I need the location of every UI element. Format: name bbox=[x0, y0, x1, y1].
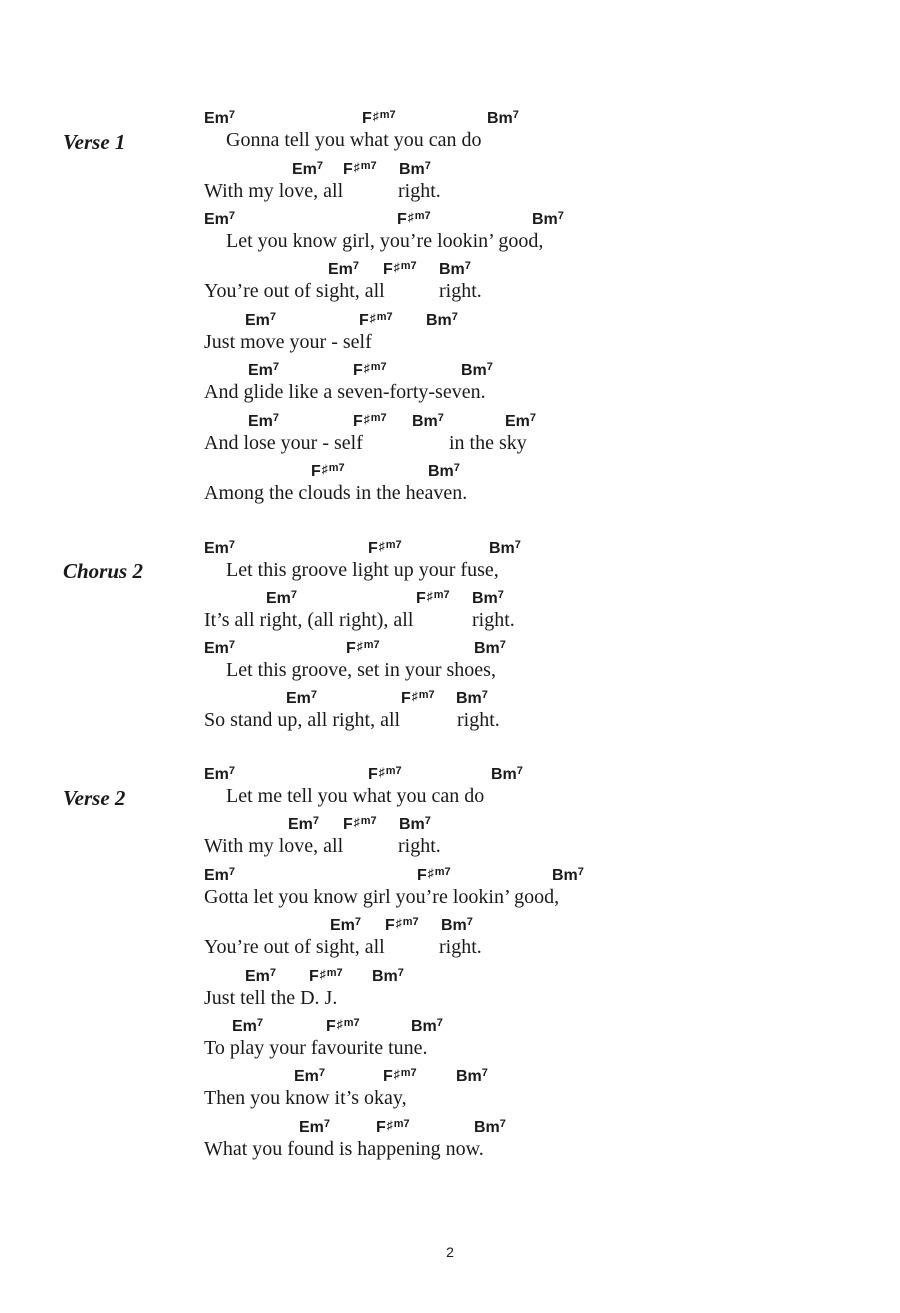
chord-root: Em bbox=[288, 816, 313, 833]
lyric-segment: What you found is happening now. bbox=[204, 1138, 484, 1160]
chord-root: Em bbox=[248, 413, 273, 430]
chord-extension: m7 bbox=[363, 639, 380, 651]
lyric-segment: Just tell the D. J. bbox=[204, 987, 338, 1009]
chord-root: Bm bbox=[552, 867, 578, 884]
chord-extension: m7 bbox=[370, 412, 387, 424]
chord-root: Em bbox=[328, 261, 353, 278]
chord-root: Bm bbox=[439, 261, 465, 278]
chord-symbol bbox=[399, 161, 431, 179]
chord-extension: 7 bbox=[228, 109, 236, 121]
chord-symbol bbox=[487, 110, 519, 128]
chord-symbol bbox=[385, 917, 419, 935]
chord-extension: 7 bbox=[318, 1067, 326, 1079]
chord-symbol bbox=[311, 463, 345, 481]
chord-root: Bm bbox=[487, 110, 513, 127]
chord-accidental: ♯ bbox=[378, 765, 385, 779]
chord-symbol bbox=[456, 690, 488, 708]
chord-extension: 7 bbox=[228, 866, 236, 878]
chord-root: F bbox=[309, 968, 319, 985]
chord-root: F bbox=[368, 540, 378, 557]
chord-symbol bbox=[411, 1018, 443, 1036]
chord-root: Bm bbox=[474, 1119, 500, 1136]
chord-extension: 7 bbox=[499, 639, 506, 651]
chord-symbol bbox=[266, 590, 297, 608]
chord-symbol bbox=[383, 1068, 417, 1086]
chord-extension: 7 bbox=[577, 866, 584, 878]
chord-accidental: ♯ bbox=[336, 1017, 343, 1031]
chord-extension: 7 bbox=[256, 1017, 264, 1029]
chord-root: Bm bbox=[456, 690, 482, 707]
chord-symbol bbox=[372, 968, 404, 986]
chord-extension: 7 bbox=[436, 1017, 443, 1029]
page-number: 2 bbox=[446, 1244, 454, 1260]
lyric-segment: So stand up, all right, all bbox=[204, 709, 401, 731]
chord-extension: m7 bbox=[433, 589, 450, 601]
chord-extension: 7 bbox=[323, 1118, 331, 1130]
chord-symbol bbox=[245, 968, 276, 986]
chord-extension: 7 bbox=[464, 260, 471, 272]
chord-root: Bm bbox=[411, 1018, 437, 1035]
chord-extension: 7 bbox=[397, 967, 404, 979]
chord-extension: 7 bbox=[424, 815, 431, 827]
lyric-segment: Gotta let you know girl you’re lookin’ good, bbox=[204, 886, 560, 908]
chord-symbol bbox=[326, 1018, 360, 1036]
chord-root: F bbox=[353, 362, 363, 379]
chord-symbol bbox=[474, 640, 506, 658]
chord-accidental: ♯ bbox=[407, 210, 414, 224]
chord-symbol bbox=[204, 867, 235, 885]
chord-extension: 7 bbox=[529, 412, 537, 424]
chord-root: Em bbox=[232, 1018, 257, 1035]
chord-symbol bbox=[491, 766, 523, 784]
section-label: Chorus 2 bbox=[63, 559, 143, 583]
chord-extension: 7 bbox=[514, 539, 521, 551]
chord-extension: 7 bbox=[290, 589, 298, 601]
lyric-line bbox=[0, 230, 900, 256]
chord-symbol bbox=[245, 312, 276, 330]
lyric-line bbox=[0, 1138, 900, 1164]
chord-symbol bbox=[472, 590, 504, 608]
lyric-line bbox=[0, 331, 900, 357]
lyric-line bbox=[0, 936, 900, 962]
lyric-segment: And glide like a seven-forty-seven. bbox=[204, 381, 486, 403]
chord-root: F bbox=[311, 463, 321, 480]
lyric-line bbox=[0, 432, 900, 458]
chord-root: F bbox=[385, 917, 395, 934]
chord-symbol bbox=[288, 816, 319, 834]
chord-extension: 7 bbox=[481, 689, 488, 701]
chord-symbol bbox=[441, 917, 473, 935]
chord-root: F bbox=[397, 211, 407, 228]
lyric-line bbox=[0, 1037, 900, 1063]
lyric-line bbox=[0, 987, 900, 1013]
chord-extension: m7 bbox=[360, 815, 377, 827]
chord-symbol bbox=[383, 261, 417, 279]
chord-accidental: ♯ bbox=[356, 639, 363, 653]
chord-accidental: ♯ bbox=[319, 967, 326, 981]
lyric-segment: right. bbox=[398, 180, 441, 202]
chord-root: F bbox=[383, 1068, 393, 1085]
chord-root: F bbox=[376, 1119, 386, 1136]
chord-extension: m7 bbox=[414, 210, 431, 222]
chord-extension: 7 bbox=[466, 916, 473, 928]
chord-root: Bm bbox=[489, 540, 515, 557]
chord-root: Bm bbox=[441, 917, 467, 934]
chord-root: Bm bbox=[461, 362, 487, 379]
chord-extension: 7 bbox=[269, 311, 277, 323]
chord-root: Em bbox=[245, 312, 270, 329]
chord-symbol bbox=[428, 463, 460, 481]
lyric-segment: With my love, all bbox=[204, 835, 344, 857]
chord-extension: 7 bbox=[228, 539, 236, 551]
chord-root: Em bbox=[292, 161, 317, 178]
lyric-segment: Then you know it’s okay, bbox=[204, 1087, 407, 1109]
chord-extension: 7 bbox=[269, 967, 277, 979]
chord-symbol bbox=[330, 917, 361, 935]
lyric-segment: right. bbox=[472, 609, 515, 631]
lyric-segment: Just move your - self bbox=[204, 331, 372, 353]
chord-root: F bbox=[343, 161, 353, 178]
chord-root: Em bbox=[204, 540, 229, 557]
lyric-line bbox=[0, 785, 900, 811]
chord-extension: 7 bbox=[512, 109, 519, 121]
chord-symbol bbox=[461, 362, 493, 380]
chord-accidental: ♯ bbox=[353, 160, 360, 174]
chord-root: F bbox=[346, 640, 356, 657]
chord-root: Em bbox=[204, 766, 229, 783]
chord-root: Bm bbox=[474, 640, 500, 657]
chord-root: F bbox=[416, 590, 426, 607]
chord-symbol bbox=[359, 312, 393, 330]
chord-root: Em bbox=[204, 211, 229, 228]
chord-extension: 7 bbox=[316, 160, 324, 172]
chord-symbol bbox=[248, 413, 279, 431]
chord-symbol bbox=[474, 1119, 506, 1137]
chord-symbol bbox=[286, 690, 317, 708]
lyric-segment: To play your favourite tune. bbox=[204, 1037, 428, 1059]
chord-root: Em bbox=[505, 413, 530, 430]
lyric-segment: right. bbox=[398, 835, 441, 857]
chord-extension: 7 bbox=[228, 639, 236, 651]
chord-root: Em bbox=[245, 968, 270, 985]
chord-root: F bbox=[343, 816, 353, 833]
chord-extension: m7 bbox=[400, 260, 417, 272]
chord-symbol bbox=[376, 1119, 410, 1137]
chord-symbol bbox=[328, 261, 359, 279]
chord-root: F bbox=[362, 110, 372, 127]
chord-symbol bbox=[204, 110, 235, 128]
chord-symbol bbox=[204, 766, 235, 784]
chord-extension: 7 bbox=[497, 589, 504, 601]
lyric-line bbox=[0, 609, 900, 635]
chord-extension: 7 bbox=[453, 462, 460, 474]
chord-extension: 7 bbox=[486, 361, 493, 373]
chord-accidental: ♯ bbox=[395, 916, 402, 930]
chord-root: F bbox=[368, 766, 378, 783]
chord-symbol bbox=[353, 362, 387, 380]
chord-root: Em bbox=[204, 640, 229, 657]
chord-root: Em bbox=[248, 362, 273, 379]
chord-extension: m7 bbox=[370, 361, 387, 373]
lyric-segment: Let this groove light up your fuse, bbox=[226, 559, 499, 581]
chord-symbol bbox=[309, 968, 343, 986]
lyric-line bbox=[0, 835, 900, 861]
chord-symbol bbox=[505, 413, 536, 431]
chord-extension: m7 bbox=[379, 109, 396, 121]
chord-extension: m7 bbox=[343, 1017, 360, 1029]
chord-symbol bbox=[362, 110, 396, 128]
chord-extension: 7 bbox=[481, 1067, 488, 1079]
chord-extension: m7 bbox=[328, 462, 345, 474]
chord-root: Bm bbox=[472, 590, 498, 607]
chord-root: F bbox=[383, 261, 393, 278]
chord-root: Bm bbox=[491, 766, 517, 783]
chord-root: Bm bbox=[372, 968, 398, 985]
lyric-segment: With my love, all bbox=[204, 180, 344, 202]
chord-root: F bbox=[326, 1018, 336, 1035]
lyric-segment: Let me tell you what you can do bbox=[226, 785, 485, 807]
chord-symbol bbox=[299, 1119, 330, 1137]
chord-symbol bbox=[204, 211, 235, 229]
chord-symbol bbox=[426, 312, 458, 330]
lyric-segment: right. bbox=[439, 936, 482, 958]
chord-accidental: ♯ bbox=[321, 462, 328, 476]
lyric-line bbox=[0, 381, 900, 407]
lyric-line bbox=[0, 659, 900, 685]
lyric-segment: You’re out of sight, all bbox=[204, 280, 385, 302]
chord-accidental: ♯ bbox=[363, 412, 370, 426]
chord-accidental: ♯ bbox=[393, 1067, 400, 1081]
chord-accidental: ♯ bbox=[386, 1118, 393, 1132]
chord-extension: m7 bbox=[418, 689, 435, 701]
lyric-line bbox=[0, 1087, 900, 1113]
chord-accidental: ♯ bbox=[393, 260, 400, 274]
chord-root: Bm bbox=[532, 211, 558, 228]
chord-extension: m7 bbox=[434, 866, 451, 878]
chord-root: F bbox=[417, 867, 427, 884]
lyric-segment: right. bbox=[457, 709, 500, 731]
chord-root: F bbox=[359, 312, 369, 329]
lyric-line bbox=[0, 280, 900, 306]
section-label: Verse 1 bbox=[63, 130, 126, 154]
chord-root: F bbox=[353, 413, 363, 430]
chord-symbol bbox=[412, 413, 444, 431]
chord-symbol bbox=[489, 540, 521, 558]
chord-root: Bm bbox=[456, 1068, 482, 1085]
chord-extension: 7 bbox=[437, 412, 444, 424]
chord-extension: m7 bbox=[326, 967, 343, 979]
chord-symbol bbox=[346, 640, 380, 658]
chord-symbol bbox=[552, 867, 584, 885]
chord-extension: 7 bbox=[516, 765, 523, 777]
chord-symbol bbox=[401, 690, 435, 708]
chord-root: Bm bbox=[412, 413, 438, 430]
lyric-segment: You’re out of sight, all bbox=[204, 936, 385, 958]
chord-extension: m7 bbox=[385, 765, 402, 777]
chord-symbol bbox=[417, 867, 451, 885]
chord-extension: 7 bbox=[499, 1118, 506, 1130]
chord-symbol bbox=[416, 590, 450, 608]
chord-symbol bbox=[204, 640, 235, 658]
chord-root: F bbox=[401, 690, 411, 707]
chord-symbol bbox=[343, 161, 377, 179]
chord-accidental: ♯ bbox=[369, 311, 376, 325]
chord-accidental: ♯ bbox=[427, 866, 434, 880]
chord-root: Em bbox=[330, 917, 355, 934]
chord-symbol bbox=[439, 261, 471, 279]
chord-root: Em bbox=[286, 690, 311, 707]
chord-root: Em bbox=[204, 110, 229, 127]
chord-symbol bbox=[294, 1068, 325, 1086]
chord-root: Em bbox=[299, 1119, 324, 1136]
lyric-segment: It’s all right, (all right), all bbox=[204, 609, 414, 631]
lyric-line bbox=[0, 559, 900, 585]
chord-extension: 7 bbox=[228, 765, 236, 777]
chord-extension: m7 bbox=[402, 916, 419, 928]
lyric-segment: Let you know girl, you’re lookin’ good, bbox=[226, 230, 544, 252]
chord-extension: 7 bbox=[451, 311, 458, 323]
chord-extension: 7 bbox=[352, 260, 360, 272]
chord-symbol bbox=[232, 1018, 263, 1036]
lyric-line bbox=[0, 180, 900, 206]
lyric-segment: Gonna tell you what you can do bbox=[226, 129, 482, 151]
lyric-segment: right. bbox=[439, 280, 482, 302]
chord-symbol bbox=[399, 816, 431, 834]
chord-extension: m7 bbox=[400, 1067, 417, 1079]
chord-accidental: ♯ bbox=[378, 539, 385, 553]
chord-extension: 7 bbox=[272, 412, 280, 424]
chord-extension: m7 bbox=[385, 539, 402, 551]
chord-extension: m7 bbox=[376, 311, 393, 323]
chord-extension: 7 bbox=[272, 361, 280, 373]
chord-accidental: ♯ bbox=[426, 589, 433, 603]
chord-symbol bbox=[292, 161, 323, 179]
chord-symbol bbox=[204, 540, 235, 558]
chord-accidental: ♯ bbox=[411, 689, 418, 703]
chord-root: Em bbox=[266, 590, 291, 607]
chord-extension: m7 bbox=[360, 160, 377, 172]
chord-extension: 7 bbox=[312, 815, 320, 827]
chord-root: Bm bbox=[426, 312, 452, 329]
chord-root: Em bbox=[204, 867, 229, 884]
chord-extension: m7 bbox=[393, 1118, 410, 1130]
lyric-segment: Let this groove, set in your shoes, bbox=[226, 659, 496, 681]
lyric-segment: Among the clouds in the heaven. bbox=[204, 482, 468, 504]
chord-accidental: ♯ bbox=[372, 109, 379, 123]
lyric-line bbox=[0, 709, 900, 735]
chord-symbol bbox=[368, 540, 402, 558]
chord-root: Bm bbox=[399, 816, 425, 833]
chord-symbol bbox=[368, 766, 402, 784]
chord-symbol bbox=[397, 211, 431, 229]
chord-symbol bbox=[353, 413, 387, 431]
chord-root: Bm bbox=[428, 463, 454, 480]
chord-accidental: ♯ bbox=[353, 815, 360, 829]
chord-extension: 7 bbox=[354, 916, 362, 928]
lyric-line bbox=[0, 129, 900, 155]
lyric-line bbox=[0, 886, 900, 912]
chord-extension: 7 bbox=[228, 210, 236, 222]
chord-extension: 7 bbox=[310, 689, 318, 701]
chord-extension: 7 bbox=[557, 210, 564, 222]
chord-accidental: ♯ bbox=[363, 361, 370, 375]
chord-symbol bbox=[456, 1068, 488, 1086]
chord-root: Em bbox=[294, 1068, 319, 1085]
chord-symbol bbox=[343, 816, 377, 834]
chord-symbol bbox=[248, 362, 279, 380]
lyric-line bbox=[0, 482, 900, 508]
chord-extension: 7 bbox=[424, 160, 431, 172]
lyric-segment: in the sky bbox=[449, 432, 527, 454]
chord-symbol bbox=[532, 211, 564, 229]
lyric-segment: And lose your - self bbox=[204, 432, 363, 454]
section-label: Verse 2 bbox=[63, 786, 126, 810]
chord-root: Bm bbox=[399, 161, 425, 178]
